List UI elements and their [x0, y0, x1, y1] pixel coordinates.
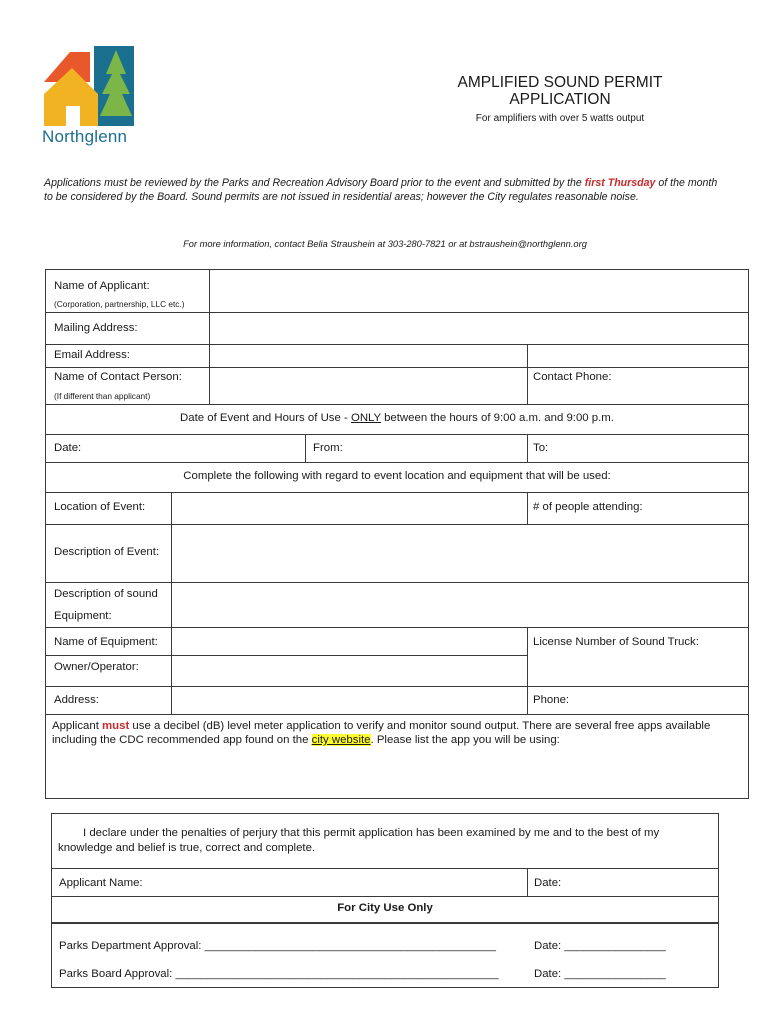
contact-phone-label: Contact Phone: — [533, 371, 612, 383]
must-emphasis: must — [102, 720, 130, 732]
owner-operator-label: Owner/Operator: — [54, 661, 139, 673]
sound-description-label-1: Description of sound — [54, 588, 158, 600]
event-location-heading: Complete the following with regard to event location and equipment that will be used: — [183, 470, 611, 482]
parks-board-approval-date: Date: ________________ — [534, 968, 666, 980]
event-date-label: Date: — [54, 442, 82, 454]
license-number-label: License Number of Sound Truck: — [533, 636, 699, 648]
event-hours-heading: Date of Event and Hours of Use - ONLY between the hours of 9:00 a.m. and 9:00 p.m. — [180, 412, 614, 424]
equipment-name-field[interactable] — [172, 628, 526, 655]
parks-board-approval-label: Parks Board Approval: ___________________________________________________ — [59, 968, 499, 980]
address-field[interactable] — [172, 687, 526, 714]
mailing-address-label: Mailing Address: — [54, 322, 138, 334]
event-location-field[interactable] — [172, 493, 526, 524]
parks-dept-approval-label: Parks Department Approval: ______________________________________________ — [59, 940, 497, 952]
intro-emphasis: first Thursday — [584, 177, 656, 189]
parks-dept-approval-date: Date: ________________ — [534, 940, 666, 952]
event-description-field[interactable] — [172, 525, 748, 582]
applicant-name-label: Name of Applicant: — [54, 280, 150, 292]
event-to-label: To: — [533, 442, 549, 454]
contact-person-hint: (If different than applicant) — [54, 391, 151, 401]
event-location-label: Location of Event: — [54, 501, 146, 513]
city-use-heading: For City Use Only — [337, 902, 433, 914]
owner-operator-field[interactable] — [172, 656, 526, 686]
page-title: AMPLIFIED SOUND PERMIT APPLICATION — [457, 74, 663, 108]
declaration-date-label: Date: — [534, 877, 562, 889]
sound-description-label-2: Equipment: — [54, 610, 112, 622]
phone-label: Phone: — [533, 694, 570, 706]
email-field[interactable] — [210, 345, 526, 367]
sound-meter-notice: Applicant must use a decibel (dB) level meter application to verify and monitor sound output. There are several free apps available including the CDC recommended app found on the city website. Please list the app you will be using: — [52, 720, 711, 746]
logo-wordmark: Northglenn — [42, 127, 128, 146]
page-subtitle: For amplifiers with over 5 watts output — [475, 113, 645, 124]
meter-app-field[interactable] — [46, 750, 748, 798]
perjury-declaration: I declare under the penalties of perjury that this permit application has been examined by me and to the best of my knowledge and belief is true, correct and complete. — [58, 827, 660, 854]
declaration-date-field[interactable] — [528, 869, 718, 896]
contact-person-label: Name of Contact Person: — [54, 371, 182, 383]
event-description-label: Description of Event: — [54, 546, 160, 558]
applicant-name-signature-label: Applicant Name: — [59, 877, 143, 889]
applicant-name-signature-field[interactable] — [52, 869, 526, 896]
applicant-name-field[interactable] — [210, 270, 748, 312]
attendance-label: # of people attending: — [533, 501, 643, 513]
applicant-name-hint: (Corporation, partnership, LLC etc.) — [54, 299, 185, 309]
sound-description-field[interactable] — [172, 583, 748, 627]
mailing-address-field[interactable] — [210, 313, 748, 344]
equipment-name-label: Name of Equipment: — [54, 636, 158, 648]
address-label: Address: — [54, 694, 99, 706]
email-label: Email Address: — [54, 349, 130, 361]
city-website-link[interactable]: city website — [311, 734, 371, 746]
contact-person-field[interactable] — [210, 368, 526, 404]
contact-info: For more information, contact Belia Straushein at 303-280-7821 or at bstraushein@northglenn.org — [183, 239, 587, 249]
intro-paragraph: Applications must be reviewed by the Parks and Recreation Advisory Board prior to the event and submitted by the first Thursday of the month to be considered by the Board. Sound permits are not issued in residential areas; however the City regulates reasonable noise. — [44, 177, 718, 203]
event-from-label: From: — [313, 442, 343, 454]
